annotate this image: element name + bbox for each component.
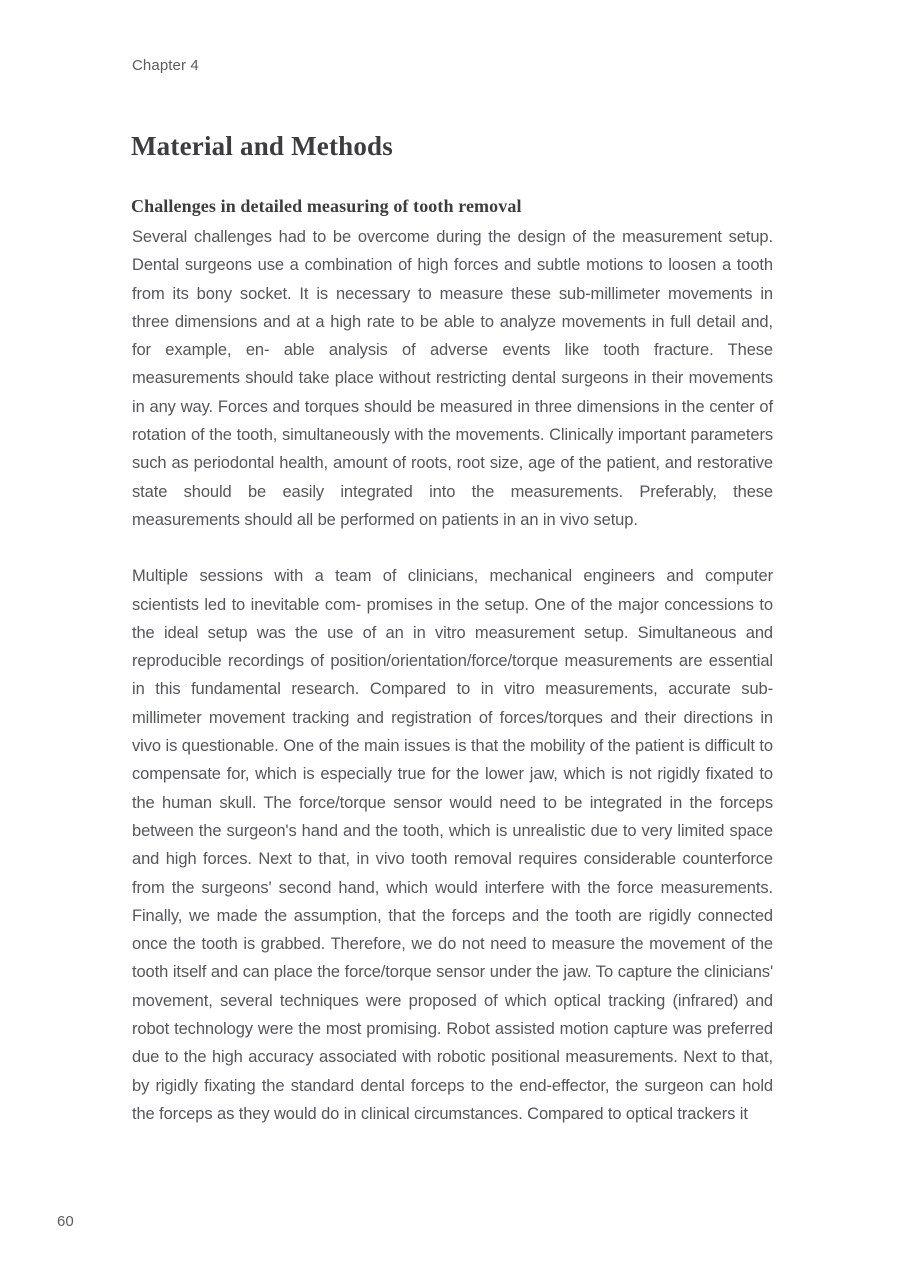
subsection-title: Challenges in detailed measuring of tooth removal: [131, 196, 522, 216]
page-number: 60: [57, 1213, 74, 1230]
body-text-block: [132, 223, 773, 1156]
paragraph-challenges: Several challenges had to be overcome during the design of the measurement setup. Dental surgeons use a combination of high forces and subtle motions to loosen a tooth from its bony socket. It is necessary to measure these sub-millimeter movements in three dimensions and at a high rate to be able to analyze movements in full detail and, for example, en- able analysis of adverse events like tooth fracture. These measurements should take place without restricting dental surgeons in their movements in any way. Forces and torques should be measured in three dimensions in the center of rotation of the tooth, simultaneously with the movements. Clinically important parameters such as periodontal health, amount of roots, root size, age of the patient, and restorative state should be easily integrated into the measurements. Preferably, these measurements should all be performed on patients in an in vivo setup.: [132, 228, 773, 529]
running-header: Chapter 4: [132, 57, 199, 74]
paragraph-sessions: Multiple sessions with a team of clinicians, mechanical engineers and computer scientists led to inevitable com- promises in the setup. One of the major concessions to the ideal setup was the use of an in vitro measurement setup. Simultaneous and reproducible recordings of position/orientation/force/torque measurements are essential in this fundamental research. Compared to in vitro measurements, accurate sub-millimeter movement tracking and registration of forces/torques and their directions in vivo is questionable. One of the main issues is that the mobility of the patient is difficult to compensate for, which is especially true for the lower jaw, which is not rigidly fixated to the human skull. The force/torque sensor would need to be integrated in the forceps between the surgeon's hand and the tooth, which is unrealistic due to very limited space and high forces. Next to that, in vivo tooth removal requires considerable counterforce from the surgeons' second hand, which would interfere with the force measurements. Finally, we made the assumption, that the forceps and the tooth are rigidly connected once the tooth is grabbed. Therefore, we do not need to measure the movement of the tooth itself and can place the force/torque sensor under the jaw. To capture the clinicians' movement, several techniques were proposed of which optical tracking (infrared) and robot technology were the most promising. Robot assisted motion capture was preferred due to the high accuracy associated with robotic positional measurements. Next to that, by rigidly fixating the standard dental forceps to the end-effector, the surgeon can hold the forceps as they would do in clinical circumstances. Compared to optical trackers it: [132, 567, 773, 1123]
section-title: Material and Methods: [131, 131, 393, 161]
